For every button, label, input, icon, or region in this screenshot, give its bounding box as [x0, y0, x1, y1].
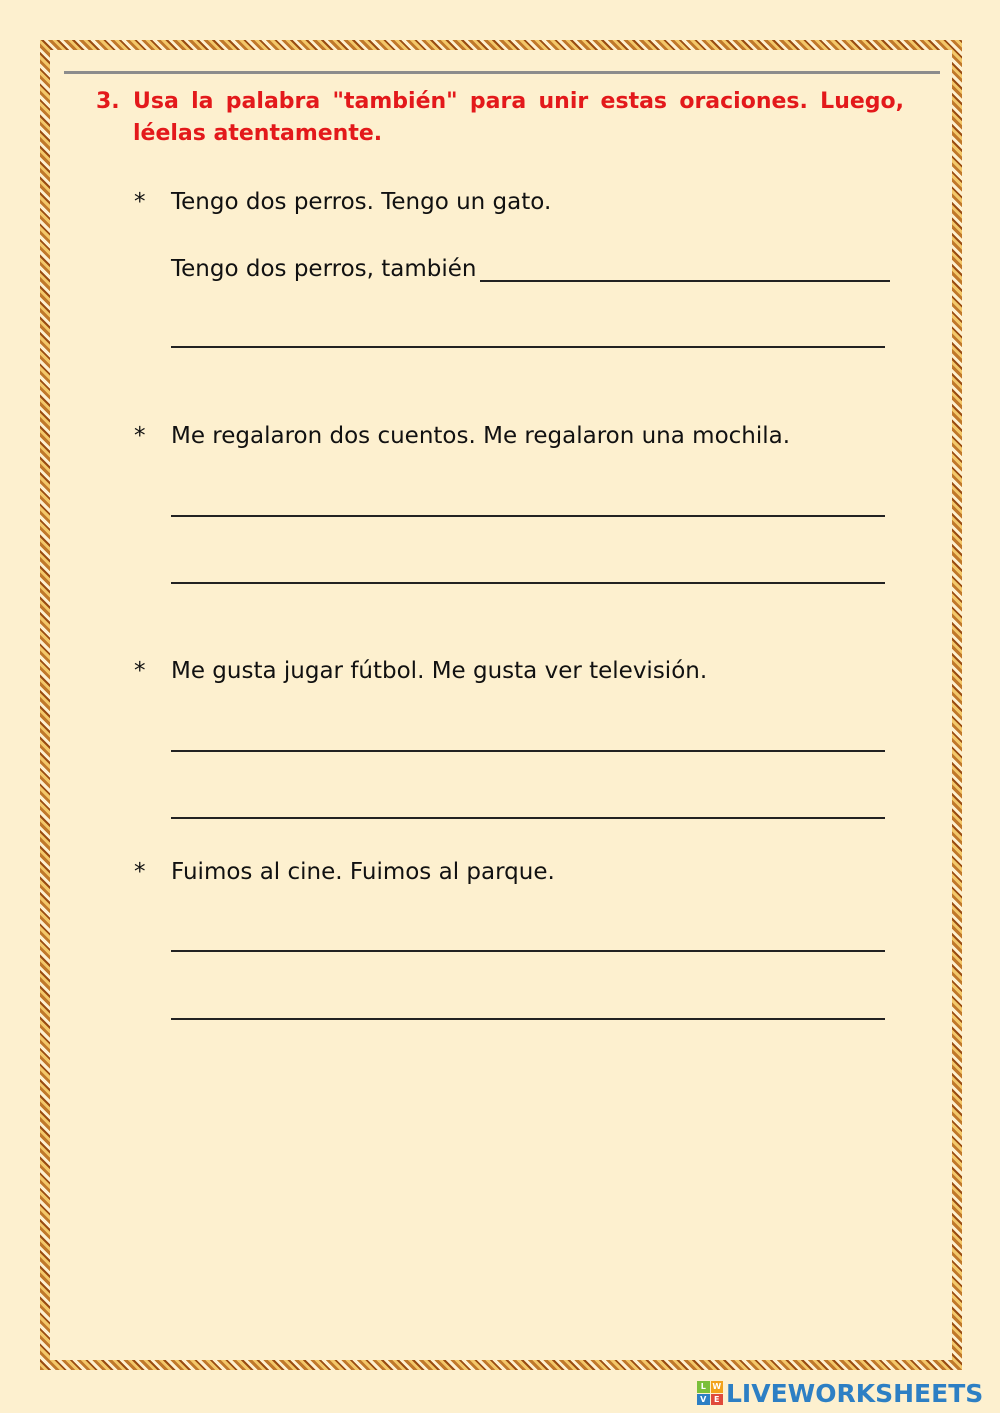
- logo-mark-tile: L: [697, 1381, 710, 1393]
- top-rule: [64, 71, 940, 74]
- item-sentence: Me gusta jugar fútbol. Me gusta ver televisión.: [171, 658, 708, 684]
- answer-line[interactable]: [171, 515, 885, 517]
- answer-line[interactable]: [171, 1018, 885, 1020]
- answer-line[interactable]: [171, 582, 885, 584]
- item-sentence: Tengo dos perros. Tengo un gato.: [171, 189, 552, 215]
- bullet-star: *: [134, 423, 146, 449]
- answer-line[interactable]: [480, 280, 890, 282]
- item-sentence: Fuimos al cine. Fuimos al parque.: [171, 859, 555, 885]
- answer-line[interactable]: [171, 346, 885, 348]
- answer-line[interactable]: [171, 817, 885, 819]
- exercise-number: 3.: [96, 89, 120, 114]
- logo-mark-tile: W: [712, 1382, 722, 1391]
- exercise-instruction: Usa la palabra "también" para unir estas oraciones. Luego, léelas atentamente.: [133, 89, 904, 146]
- liveworksheets-logo: [697, 1378, 983, 1408]
- example-starter: Tengo dos perros, también: [171, 256, 477, 282]
- logo-mark-tile: V: [697, 1394, 710, 1406]
- answer-line[interactable]: [171, 750, 885, 752]
- bullet-star: *: [134, 189, 146, 215]
- decorative-border: [40, 40, 962, 1370]
- logo-mark-tile: E: [711, 1394, 724, 1406]
- answer-line[interactable]: [171, 950, 885, 952]
- bullet-star: *: [134, 658, 146, 684]
- bullet-star: *: [134, 859, 146, 885]
- logo-text: LIVEWORKSHEETS: [726, 1378, 984, 1408]
- exercise-heading: [96, 86, 904, 150]
- logo-mark-icon: [697, 1381, 723, 1405]
- item-sentence: Me regalaron dos cuentos. Me regalaron una mochila.: [171, 423, 791, 449]
